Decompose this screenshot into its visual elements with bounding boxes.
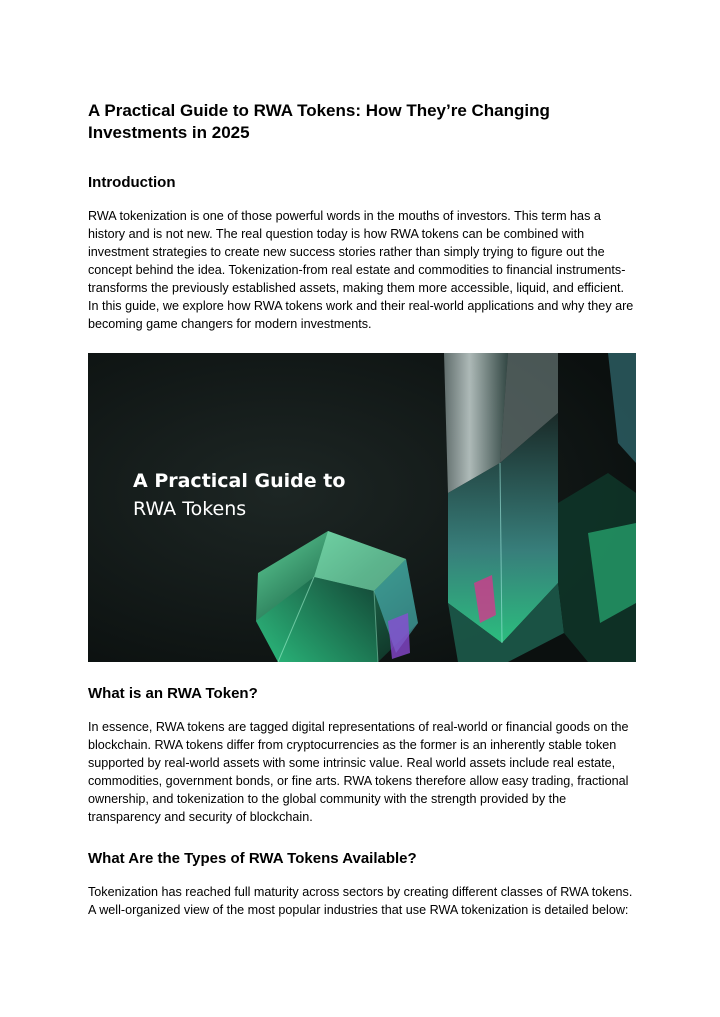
what-is-heading: What is an RWA Token? (88, 685, 258, 702)
what-is-paragraph: In essence, RWA tokens are tagged digital representations of real-world or financial goods on the blockchain. RWA tokens differ from cryptocurrencies as the former is an inherently stable token supported by real-world assets with some intrinsic value. Real world assets include real estate, commodities, government bonds, or fine arts. RWA tokens therefore allow easy trading, fractional ownership, and tokenization to the global community with the strength provided by the transparency and security of blockchain. (88, 720, 629, 824)
hero-caption-line1: A Practical Guide to (133, 470, 346, 492)
hero-caption (133, 467, 345, 523)
hero-caption-line2: RWA Tokens (133, 498, 247, 520)
introduction-heading: Introduction (88, 174, 176, 191)
hero-image (88, 353, 636, 662)
introduction-paragraph: RWA tokenization is one of those powerful words in the mouths of investors. This term has a history and is not new. The real question today is how RWA tokens can be combined with investment strategies to create new success stories rather than simply trying to figure out the concept behind the idea. Tokenization-from real estate and commodities to financial instruments-transforms the previously established assets, making them more accessible, liquid, and efficient. In this guide, we explore how RWA tokens work and their real-world applications and why they are becoming game changers for modern investments. (88, 209, 634, 331)
document-title: A Practical Guide to RWA Tokens: How They’re Changing Investments in 2025 (88, 101, 550, 142)
types-heading: What Are the Types of RWA Tokens Available? (88, 850, 417, 867)
types-paragraph: Tokenization has reached full maturity across sectors by creating different classes of RWA tokens. A well-organized view of the most popular industries that use RWA tokenization is detailed below: (88, 885, 633, 917)
document-content (88, 100, 636, 919)
